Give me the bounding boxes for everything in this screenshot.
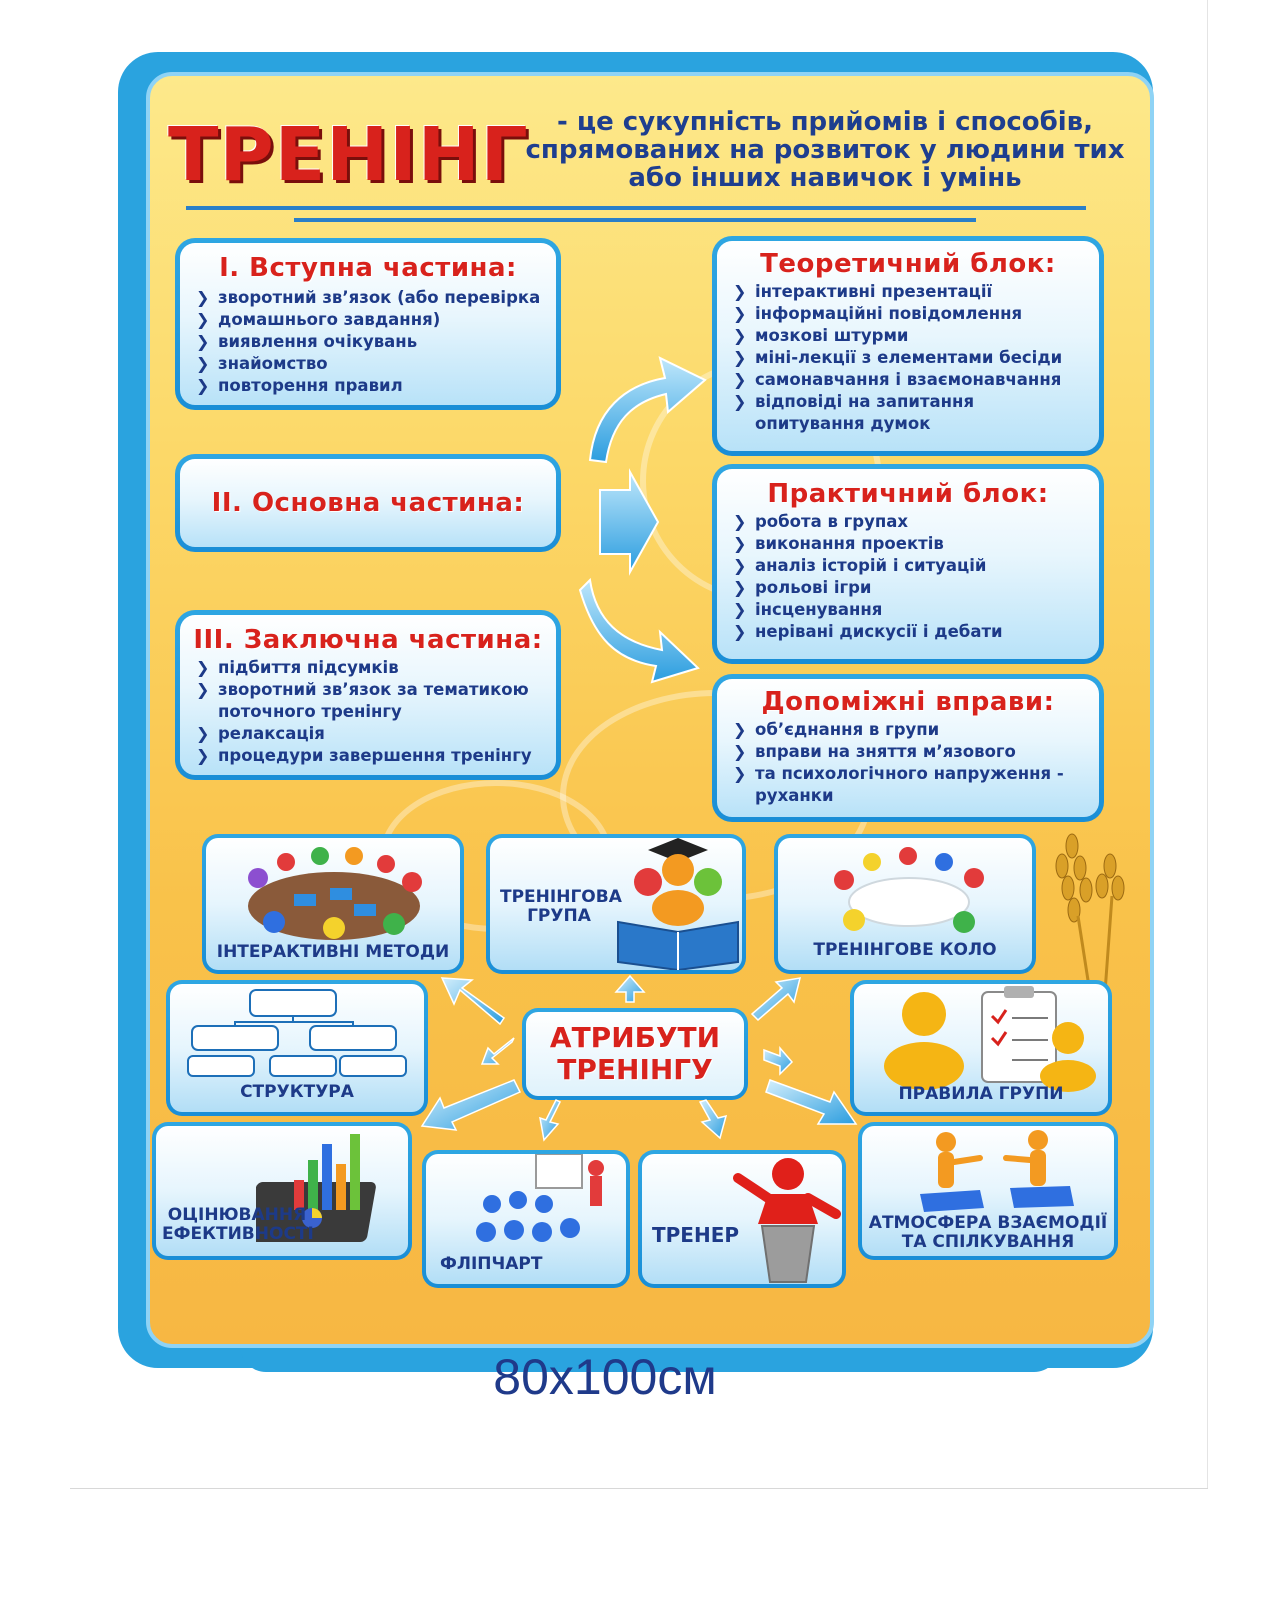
list-item: ❯ зворотний зв’язок (або перевірка bbox=[196, 288, 541, 307]
book-group-icon bbox=[608, 838, 742, 970]
definition-line: - це сукупність прийомів і способів, bbox=[557, 107, 1093, 137]
list-item: ❯ підбиття підсумків bbox=[196, 658, 399, 677]
list-item: ❯ аналіз історій і ситуацій bbox=[733, 556, 987, 575]
wheat-icon bbox=[1032, 826, 1132, 1006]
title-rule bbox=[186, 206, 1086, 210]
list-item: ❯ зворотний зв’язок за тематикою bbox=[196, 680, 529, 699]
list-item: ❯ інсценування bbox=[733, 600, 883, 619]
final-list bbox=[180, 657, 556, 767]
practice-heading: Практичний блок: bbox=[767, 479, 1049, 509]
attr-atmosphere bbox=[858, 1122, 1118, 1260]
list-item: ❯ процедури завершення тренінгу bbox=[196, 746, 532, 765]
attributes-title-line: АТРИБУТИ bbox=[549, 1021, 721, 1054]
theory-list bbox=[717, 281, 1099, 435]
list-item: ❯ повторення правил bbox=[196, 376, 403, 395]
list-item: ❯ домашнього завдання) bbox=[196, 310, 441, 329]
attributes-title-line: ТРЕНІНГУ bbox=[557, 1053, 713, 1086]
list-item: ❯ та психологічного напруження - bbox=[733, 764, 1064, 783]
bullet-icon: ❯ bbox=[733, 392, 747, 411]
final-panel bbox=[175, 610, 561, 780]
flipchart-audience-icon bbox=[466, 1154, 616, 1258]
theory-heading: Теоретичний блок: bbox=[760, 249, 1056, 279]
final-heading: III. Заключна частина: bbox=[193, 625, 543, 655]
bullet-icon: ❯ bbox=[196, 746, 210, 765]
bullet-icon: ❯ bbox=[196, 332, 210, 351]
list-item: ❯ релаксація bbox=[196, 724, 325, 743]
bullet-icon: ❯ bbox=[196, 288, 210, 307]
attr-label: ТРЕНІНГОВЕ КОЛО bbox=[813, 940, 997, 960]
attr-group-rules bbox=[850, 980, 1112, 1116]
title-definition bbox=[505, 108, 1145, 192]
attr-label: ТРЕНЕР bbox=[652, 1223, 740, 1247]
intro-heading: I. Вступна частина: bbox=[219, 253, 517, 283]
attr-structure bbox=[166, 980, 428, 1116]
list-item: ❯ виявлення очікувань bbox=[196, 332, 418, 351]
attr-training-group bbox=[486, 834, 746, 974]
poster-title: ТРЕНІНГ bbox=[168, 112, 529, 198]
main-heading: II. Основна частина: bbox=[211, 488, 525, 518]
bullet-icon: ❯ bbox=[733, 370, 747, 389]
auxiliary-heading: Допоміжні вправи: bbox=[761, 687, 1055, 717]
bullet-icon: ❯ bbox=[196, 680, 210, 699]
page-edge-bottom bbox=[70, 1488, 1208, 1489]
bullet-icon: ❯ bbox=[733, 578, 747, 597]
attr-training-circle bbox=[774, 834, 1036, 974]
page-edge-right bbox=[1207, 0, 1208, 1489]
definition-line: або інших навичок і умінь bbox=[628, 163, 1022, 193]
bullet-icon: ❯ bbox=[733, 282, 747, 301]
bullet-icon: ❯ bbox=[733, 622, 747, 641]
attr-interactive-methods bbox=[202, 834, 464, 974]
list-item: ❯ відповіді на запитання bbox=[733, 392, 975, 411]
auxiliary-panel bbox=[712, 674, 1104, 822]
structure-diagram-icon bbox=[186, 988, 412, 1080]
theory-panel bbox=[712, 236, 1104, 456]
list-item: ❯ вправи на зняття м’язового bbox=[733, 742, 1016, 761]
list-item: ❯ виконання проектів bbox=[733, 534, 944, 553]
bullet-icon: ❯ bbox=[196, 310, 210, 329]
bullet-icon: ❯ bbox=[733, 304, 747, 323]
attr-label: ФЛІПЧАРТ bbox=[440, 1254, 543, 1274]
main-panel bbox=[175, 454, 561, 552]
practice-panel bbox=[712, 464, 1104, 664]
rules-people-icon bbox=[872, 986, 1102, 1092]
list-item: ❯ знайомство bbox=[196, 354, 328, 373]
bullet-icon: ❯ bbox=[733, 348, 747, 367]
attr-label: ІНТЕРАКТИВНІ МЕТОДИ bbox=[216, 942, 450, 962]
bullet-icon: ❯ bbox=[733, 326, 747, 345]
attr-trainer bbox=[638, 1150, 846, 1288]
list-item: руханки bbox=[755, 786, 834, 805]
bullet-icon: ❯ bbox=[196, 354, 210, 373]
attr-label: АТМОСФЕРА ВЗАЄМОДІЇ ТА СПІЛКУВАННЯ bbox=[868, 1213, 1108, 1252]
list-item: ❯ мозкові штурми bbox=[733, 326, 909, 345]
size-label: 80x100см bbox=[493, 1349, 717, 1405]
list-item: опитування думок bbox=[755, 414, 931, 433]
bullet-icon: ❯ bbox=[733, 720, 747, 739]
bullet-icon: ❯ bbox=[733, 764, 747, 783]
attr-label: ТРЕНІНГОВА ГРУПА bbox=[500, 887, 622, 926]
attribute-arrows-icon bbox=[400, 966, 880, 1156]
auxiliary-list bbox=[717, 719, 1099, 807]
round-table-icon bbox=[234, 844, 434, 954]
list-item: ❯ інформаційні повідомлення bbox=[733, 304, 1023, 323]
practice-list bbox=[717, 511, 1099, 643]
trainer-icon bbox=[732, 1154, 842, 1284]
bullet-icon: ❯ bbox=[733, 556, 747, 575]
circle-people-icon bbox=[824, 844, 994, 944]
bullet-icon: ❯ bbox=[196, 376, 210, 395]
attr-flipchart bbox=[422, 1150, 630, 1288]
attr-evaluation bbox=[152, 1122, 412, 1260]
intro-panel bbox=[175, 238, 561, 410]
attr-label: ПРАВИЛА ГРУПИ bbox=[898, 1084, 1064, 1104]
list-item: ❯ самонавчання і взаємонавчання bbox=[733, 370, 1062, 389]
list-item: поточного тренінгу bbox=[218, 702, 402, 721]
puzzle-people-icon bbox=[910, 1128, 1080, 1212]
bullet-icon: ❯ bbox=[733, 600, 747, 619]
list-item: ❯ міні-лекції з елементами бесіди bbox=[733, 348, 1063, 367]
bullet-icon: ❯ bbox=[733, 742, 747, 761]
list-item: ❯ рольові ігри bbox=[733, 578, 872, 597]
attr-label: СТРУКТУРА bbox=[240, 1082, 354, 1102]
list-item: ❯ інтерактивні презентації bbox=[733, 282, 993, 301]
bullet-icon: ❯ bbox=[733, 534, 747, 553]
definition-line: спрямованих на розвиток у людини тих bbox=[525, 135, 1125, 165]
bullet-icon: ❯ bbox=[733, 512, 747, 531]
list-item: ❯ нерівані дискусії і дебати bbox=[733, 622, 1003, 641]
bullet-icon: ❯ bbox=[196, 724, 210, 743]
attr-label: ОЦІНЮВАННЯ ЕФЕКТИВНОСТІ bbox=[162, 1205, 314, 1244]
flow-arrows-icon bbox=[570, 350, 710, 690]
list-item: ❯ об’єднання в групи bbox=[733, 720, 940, 739]
intro-list bbox=[180, 287, 556, 397]
title-rule bbox=[294, 218, 976, 222]
list-item: ❯ робота в групах bbox=[733, 512, 908, 531]
bullet-icon: ❯ bbox=[196, 658, 210, 677]
